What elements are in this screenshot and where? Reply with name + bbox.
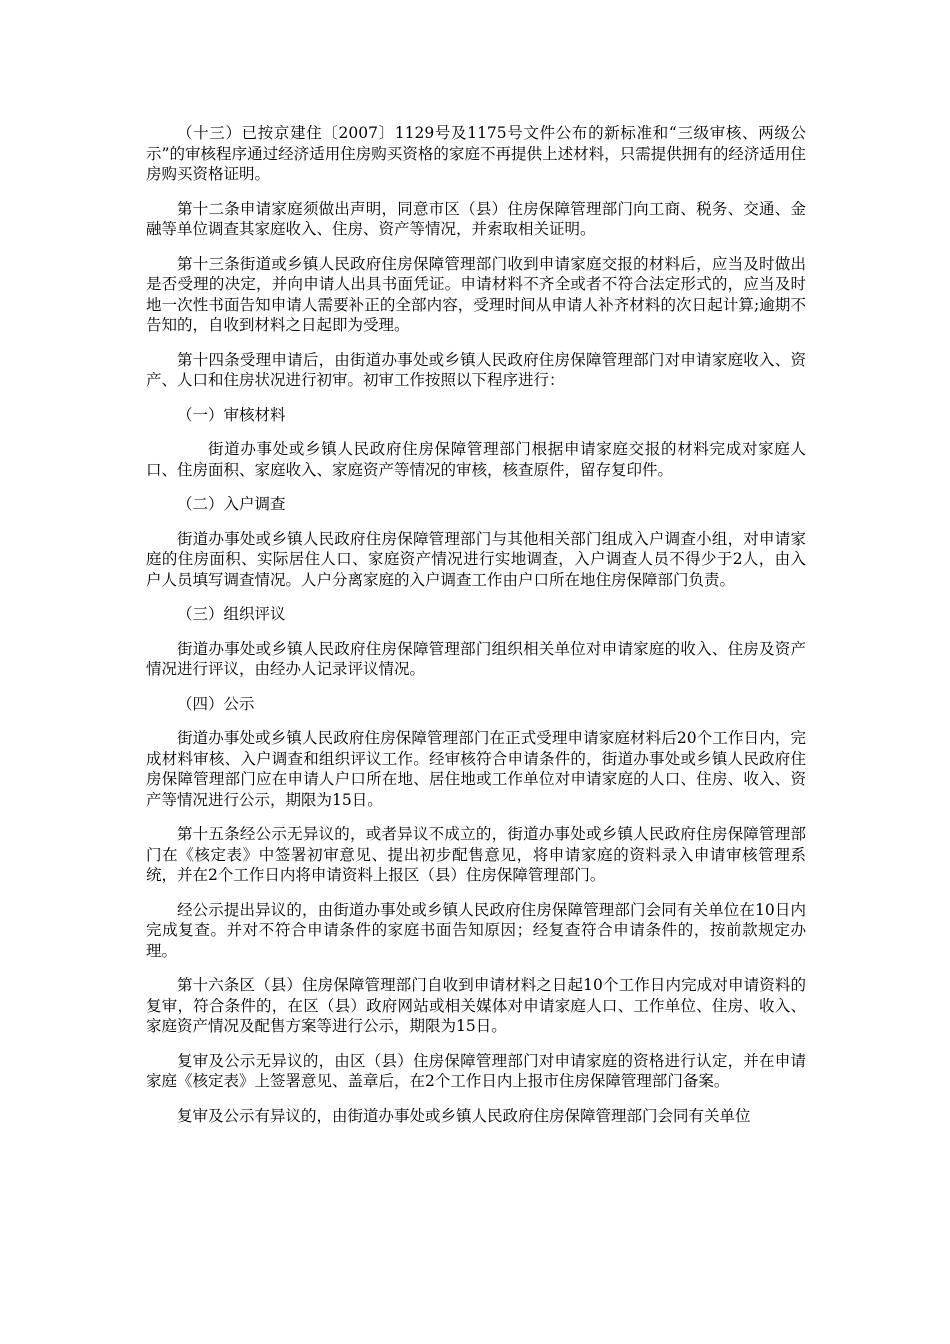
paragraph-review-materials: 街道办事处或乡镇人民政府住房保障管理部门根据申请家庭交报的材料完成对家庭人口、住房面积、家庭收入、家庭资产等情况的审核，核查原件，留存复印件。 — [146, 440, 806, 479]
paragraph-article-14: 第十四条受理申请后，由街道办事处或乡镇人民政府住房保障管理部门对申请家庭收入、资产、人口和住房状况进行初审。初审工作按照以下程序进行： — [146, 350, 806, 389]
paragraph-article-13: 第十三条街道或乡镇人民政府住房保障管理部门收到申请家庭交报的材料后，应当及时做出是否受理的决定，并向申请人出具书面凭证。申请材料不齐全或者不符合法定形式的，应当及时地一次性书面告知申请人需要补正的全部内容，受理时间从申请人补齐材料的次日起计算;逾期不告知的，自收到材料之日起即为受理。 — [146, 254, 806, 334]
paragraph-objection-recheck: 经公示提出异议的，由街道办事处或乡镇人民政府住房保障管理部门会同有关单位在10日内完成复查。并对不符合申请条件的家庭书面告知原因；经复查符合申请条件的，按前款规定办理。 — [146, 900, 806, 960]
paragraph-article-16: 第十六条区（县）住房保障管理部门自收到申请材料之日起10个工作日内完成对申请资料的复审，符合条件的，在区（县）政府网站或相关媒体对申请家庭人口、工作单位、住房、收入、家庭资产情况及配售方案等进行公示，期限为15日。 — [146, 976, 806, 1035]
paragraph-publicity: 街道办事处或乡镇人民政府住房保障管理部门在正式受理申请家庭材料后20个工作日内，完成材料审核、入户调查和组织评议工作。经审核符合申请条件的，街道办事处或乡镇人民政府住房保障管理部门应在申请人户口所在地、居住地或工作单位对申请家庭的人口、住房、收入、资产等情况进行公示，期限为15日。 — [146, 729, 806, 809]
paragraph-home-investigation: 街道办事处或乡镇人民政府住房保障管理部门与其他相关部门组成入户调查小组，对申请家庭的住房面积、实际居住人口、家庭资产情况进行实地调查，入户调查人员不得少于2人，由入户人员填写调查情况。人户分离家庭的入户调查工作由户口所在地住房保障部门负责。 — [146, 529, 806, 589]
heading-publicity: （四）公示 — [177, 694, 255, 713]
paragraph-organize-evaluation: 街道办事处或乡镇人民政府住房保障管理部门组织相关单位对申请家庭的收入、住房及资产情况进行评议，由经办人记录评议情况。 — [146, 639, 806, 678]
document-body — [146, 123, 806, 1126]
heading-review-materials: （一）审核材料 — [177, 405, 286, 424]
paragraph-item-13-exemption: （十三）已按京建住〔2007〕1129号及1175号文件公布的新标准和“三级审核、两级公示”的审核程序通过经济适用住房购买资格的家庭不再提供上述材料，只需提供拥有的经济适用住房购买资格证明。 — [146, 124, 806, 183]
heading-organize-evaluation: （三）组织评议 — [177, 605, 286, 623]
paragraph-recheck-no-objection: 复审及公示无异议的，由区（县）住房保障管理部门对申请家庭的资格进行认定，并在申请家庭《核定表》上签署意见、盖章后，在2个工作日内上报市住房保障管理部门备案。 — [146, 1051, 806, 1090]
paragraph-recheck-objection: 复审及公示有异议的，由街道办事处或乡镇人民政府住房保障管理部门会同有关单位 — [177, 1106, 751, 1125]
paragraph-article-12: 第十二条申请家庭须做出声明，同意市区（县）住房保障管理部门向工商、税务、交通、金融等单位调查其家庭收入、住房、资产等情况，并索取相关证明。 — [146, 199, 806, 238]
heading-home-investigation: （二）入户调查 — [177, 495, 286, 513]
paragraph-article-15: 第十五条经公示无异议的，或者异议不成立的，街道办事处或乡镇人民政府住房保障管理部门在《核定表》中签署初审意见、提出初步配售意见，将申请家庭的资料录入申请审核管理系统，并在2个工作日内将申请资料上报区（县）住房保障管理部门。 — [146, 825, 806, 884]
